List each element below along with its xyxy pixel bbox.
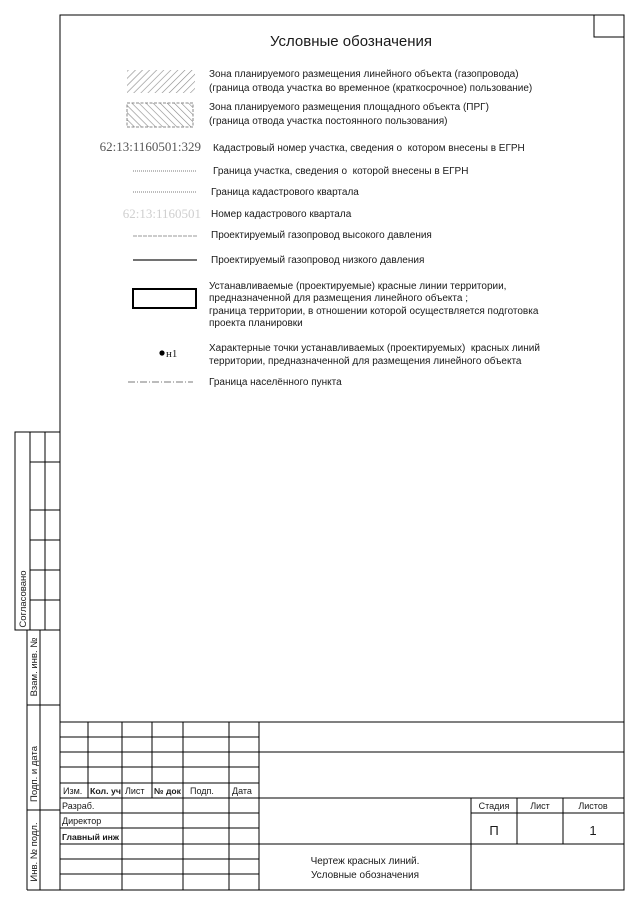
legend-text: Граница населённого пункта bbox=[209, 377, 342, 388]
sheet-number-header: Лист bbox=[530, 801, 550, 811]
legend-text: Зона планируемого размещения линейного объекта (газопровода) bbox=[209, 69, 519, 80]
legend-item-red-lines bbox=[133, 281, 539, 329]
point-marker-icon bbox=[159, 350, 164, 355]
role-developer: Разраб. bbox=[62, 801, 95, 811]
legend-text: Зона планируемого размещения площадного объекта (ПРГ) bbox=[209, 102, 489, 113]
legend-text: предназначенной для размещения линейного объекта ; bbox=[209, 293, 468, 304]
sheet-count-header: Листов bbox=[578, 801, 608, 811]
legend-item-characteristic-points bbox=[159, 343, 540, 367]
legend-item-area-zone bbox=[127, 101, 489, 127]
cadastral-parcel-number-sample: 62:13:1160501:329 bbox=[99, 139, 201, 154]
corner-format-box bbox=[594, 15, 624, 37]
drawing-name-line: Условные обозначения bbox=[310, 870, 420, 881]
legend-item-quarter-number bbox=[123, 206, 352, 221]
legend-text: Номер кадастрового квартала bbox=[211, 209, 352, 220]
legend bbox=[100, 68, 540, 388]
date-header: Дата bbox=[232, 786, 252, 796]
original-inventory-label: Инв. № подл. bbox=[29, 822, 40, 882]
diagonal-hatch-zone-icon bbox=[127, 70, 195, 93]
stage-value: П bbox=[489, 823, 499, 838]
role-director: Директор bbox=[62, 816, 102, 826]
stage-header: Стадия bbox=[478, 801, 510, 811]
title-block bbox=[60, 722, 624, 890]
legend-text: граница территории, в отношении которой осуществляется подготовка bbox=[209, 306, 539, 317]
approval-label: Согласовано bbox=[18, 570, 29, 628]
quantity-header: Кол. уч bbox=[90, 786, 122, 796]
legend-text: Кадастровый номер участка, сведения о котором внесены в ЕГРН bbox=[213, 143, 525, 154]
legend-item-quarter-boundary bbox=[133, 187, 359, 198]
revision-header: Изм. bbox=[63, 786, 83, 796]
red-line-rectangle-icon bbox=[133, 289, 196, 308]
legend-text: (граница отвода участка во временное (краткосрочное) пользование) bbox=[209, 83, 533, 94]
legend-item-low-pressure-pipeline bbox=[133, 255, 424, 266]
legend-text: Характерные точки устанавливаемых (проектируемых) красных линий bbox=[209, 343, 540, 354]
legend-text: (граница отвода участка постоянного пользования) bbox=[209, 116, 448, 127]
back-hatch-zone-icon bbox=[127, 103, 193, 127]
document-number-header: № док bbox=[154, 786, 182, 796]
legend-text: территории, предназначенной для размещения линейного объекта bbox=[209, 356, 522, 367]
point-label-sample: н1 bbox=[166, 348, 178, 360]
sheet-count-value: 1 bbox=[589, 823, 597, 838]
legend-text: проекта планировки bbox=[209, 318, 303, 329]
legend-item-linear-zone bbox=[127, 68, 532, 94]
drawing-name-line: Чертеж красных линий. bbox=[310, 856, 420, 867]
legend-text: Проектируемый газопровод низкого давления bbox=[211, 255, 425, 266]
legend-text: Проектируемый газопровод высокого давления bbox=[211, 230, 432, 241]
legend-item-parcel-boundary bbox=[133, 166, 468, 177]
cadastral-quarter-number-sample: 62:13:1160501 bbox=[122, 206, 201, 221]
side-stamp bbox=[15, 432, 60, 890]
signature-header: Подп. bbox=[190, 786, 214, 796]
sheet-title: Условные обозначения bbox=[269, 33, 433, 50]
legend-text: Граница участка, сведения о которой внесены в ЕГРН bbox=[213, 166, 469, 177]
signature-date-label: Подп. и дата bbox=[29, 746, 40, 802]
replaced-inventory-label: Взам. инв. № bbox=[29, 637, 40, 697]
role-chief-engineer: Главный инж bbox=[62, 832, 120, 842]
legend-text: Устанавливаемые (проектируемые) красные линии территории, bbox=[209, 281, 507, 292]
legend-item-settlement-boundary bbox=[128, 377, 342, 388]
legend-item-parcel-number bbox=[100, 139, 525, 154]
sheet-header: Лист bbox=[125, 786, 145, 796]
legend-text: Граница кадастрового квартала bbox=[211, 187, 359, 198]
legend-item-high-pressure-pipeline bbox=[133, 230, 432, 241]
